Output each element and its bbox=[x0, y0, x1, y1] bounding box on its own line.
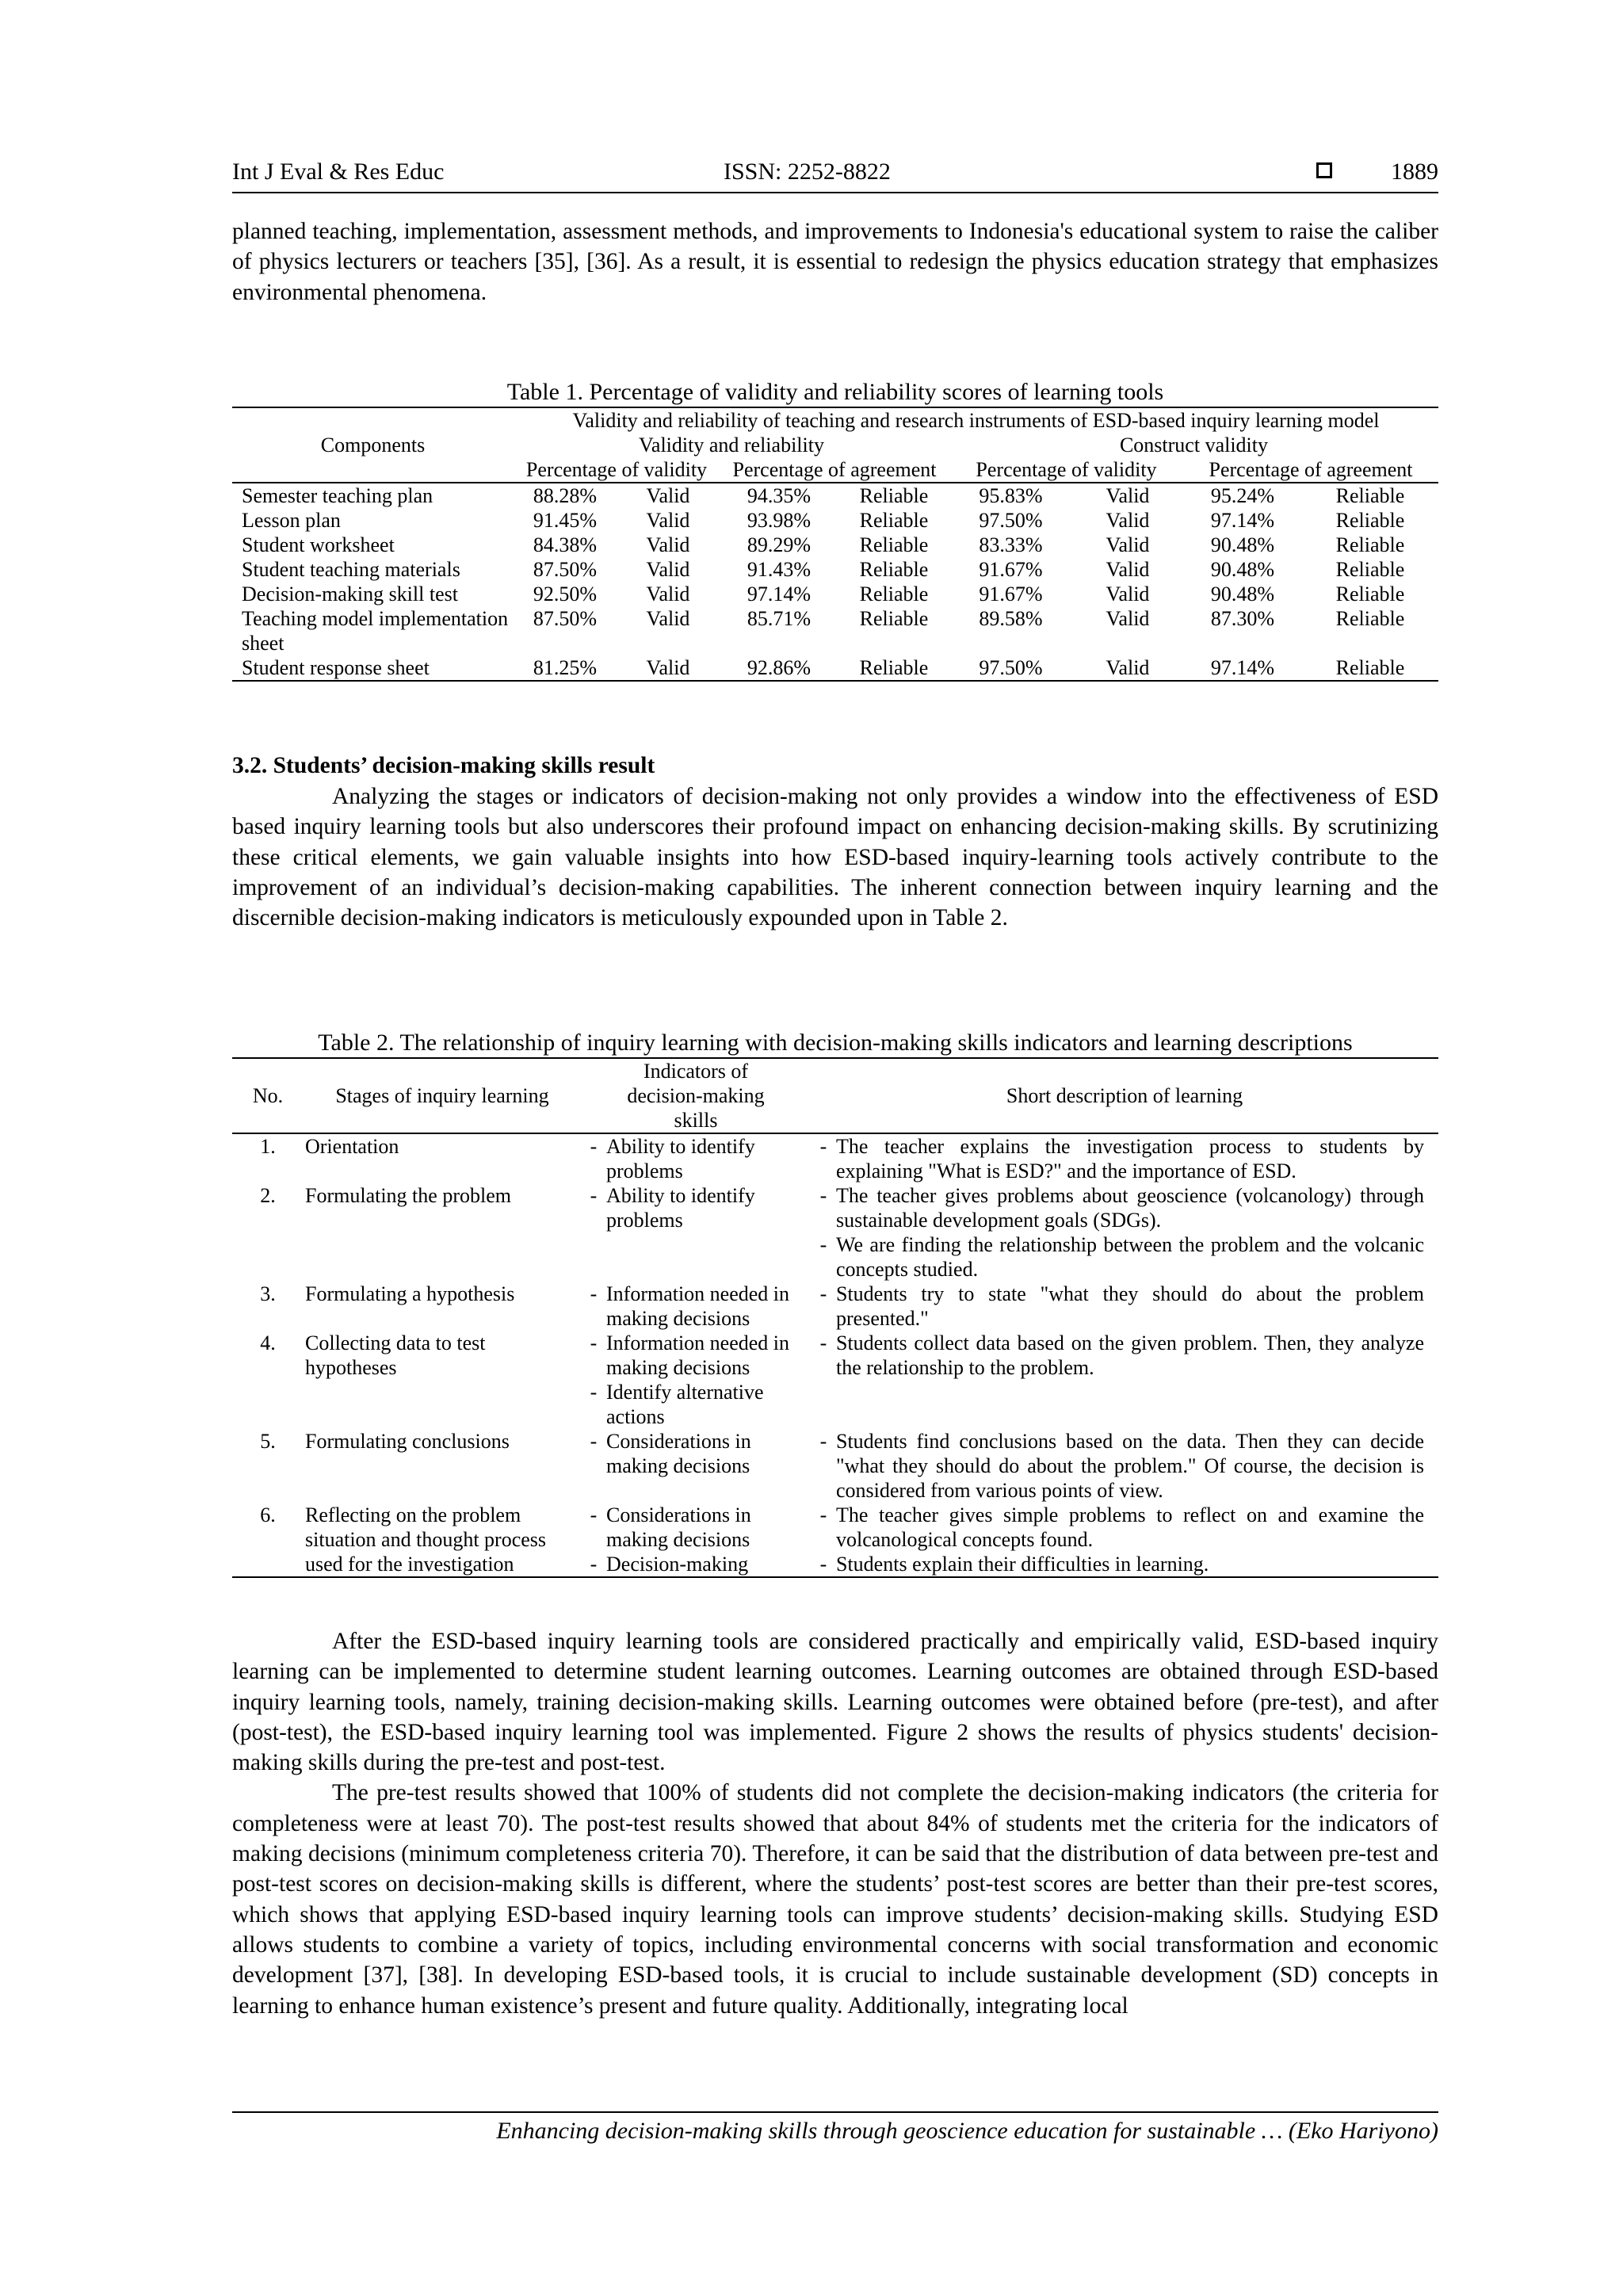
square-outline-icon bbox=[1316, 162, 1332, 178]
table1-cell-a2: 87.30% bbox=[1210, 607, 1275, 630]
table1-cell-v2: 97.50% bbox=[979, 656, 1043, 679]
table1-header-construct-validity: Construct validity bbox=[1119, 434, 1269, 457]
bullet-dash: - bbox=[819, 1503, 827, 1526]
after-table2-block bbox=[232, 1626, 1438, 2021]
bullet-dash: - bbox=[819, 1282, 827, 1305]
section-heading: 3.2. Students’ decision-making skills result bbox=[232, 753, 655, 778]
table-row bbox=[232, 508, 1438, 533]
table-row bbox=[232, 1183, 1438, 1282]
intro-block bbox=[232, 216, 1438, 308]
table1-cell-v1s: Valid bbox=[646, 533, 690, 556]
page-number: 1889 bbox=[1391, 159, 1438, 185]
table1-cell-v2s: Valid bbox=[1106, 484, 1150, 507]
bullet-dash: - bbox=[590, 1503, 598, 1526]
paragraph-final: The pre-test results showed that 100% of students did not complete the decision-making indicators (the criteria for completeness were at least 70). The post-test results showed that about 84% of students met the criteria for the indicators of making decisions (minimum completeness criteria 70). Therefore, it can be said that the distribution of data between pre-test and post-test scores on decision-making skills is different, where the students’ post-test scores are better than their pre-test scores, which shows that applying ESD-based inquiry learning tools can improve students’ decision-making skills. Studying ESD allows students to combine a variety of topics, including environmental concerns with social transformation and economic development [37], [38]. In developing ESD-based tools, it is crucial to include sustainable development (SD) concepts in learning to enhance human existence’s present and future quality. Additionally, integrating local bbox=[232, 1780, 1438, 2019]
table1-cell-component: Student teaching materials bbox=[242, 558, 460, 581]
indicator-text: Information needed in making decisions bbox=[606, 1282, 790, 1330]
table1-cell-v2s: Valid bbox=[1106, 509, 1150, 532]
bullet-dash: - bbox=[819, 1430, 827, 1453]
list-item bbox=[581, 1552, 800, 1576]
table2-header-no: No. bbox=[232, 1058, 304, 1133]
table2-cell-no: 6. bbox=[260, 1503, 276, 1526]
table-row bbox=[232, 1503, 1438, 1577]
table2-cell-descriptions bbox=[811, 1429, 1438, 1503]
table1-cell-component: Semester teaching plan bbox=[242, 484, 433, 507]
table2-cell-stage: Formulating conclusions bbox=[305, 1430, 510, 1453]
table2-cell-no: 1. bbox=[260, 1135, 276, 1158]
list-item bbox=[581, 1134, 800, 1183]
table1-cell-a1: 89.29% bbox=[747, 533, 812, 556]
bullet-dash: - bbox=[590, 1430, 598, 1453]
table1-cell-v1: 87.50% bbox=[533, 558, 598, 581]
table2-header-stage: Stages of inquiry learning bbox=[304, 1058, 581, 1133]
table1-cell-a2s: Reliable bbox=[1335, 607, 1405, 630]
issn: ISSN: 2252-8822 bbox=[724, 159, 891, 185]
table1-cell-a2: 97.14% bbox=[1210, 509, 1275, 532]
table1-cell-a1s: Reliable bbox=[859, 558, 929, 581]
bullet-dash: - bbox=[819, 1553, 827, 1576]
bullet-dash: - bbox=[819, 1135, 827, 1158]
table2-cell-stage: Formulating the problem bbox=[305, 1184, 511, 1207]
list-item bbox=[811, 1552, 1424, 1576]
table1-cell-a2: 90.48% bbox=[1210, 558, 1275, 581]
table1-cell-v2: 91.67% bbox=[979, 558, 1043, 581]
table1-cell-component: Lesson plan bbox=[242, 509, 341, 532]
journal-name: Int J Eval & Res Educ bbox=[232, 159, 445, 185]
table1-cell-component: Student worksheet bbox=[242, 533, 395, 556]
list-item bbox=[811, 1183, 1424, 1232]
table-row bbox=[232, 1133, 1438, 1183]
table-row bbox=[232, 557, 1438, 582]
bullet-dash: - bbox=[819, 1331, 827, 1354]
list-item bbox=[811, 1134, 1424, 1183]
table1-cell-v2s: Valid bbox=[1106, 607, 1150, 630]
table1-header-agreement-1: Percentage of agreement bbox=[720, 457, 949, 483]
table2-cell-descriptions bbox=[811, 1183, 1438, 1282]
list-item bbox=[811, 1232, 1424, 1282]
table1-cell-a1s: Reliable bbox=[859, 509, 929, 532]
table1-cell-a1s: Reliable bbox=[859, 607, 929, 630]
table2-cell-indicators bbox=[581, 1183, 811, 1282]
table1-cell-a1s: Reliable bbox=[859, 533, 929, 556]
table2-cell-indicators bbox=[581, 1133, 811, 1183]
table1-cell-v1s: Valid bbox=[646, 656, 690, 679]
table1-cell-a1s: Reliable bbox=[859, 656, 929, 679]
table1-cell-a1s: Reliable bbox=[859, 583, 929, 606]
bullet-dash: - bbox=[590, 1553, 598, 1576]
table2-cell-indicators bbox=[581, 1503, 811, 1577]
table1-cell-v1s: Valid bbox=[646, 607, 690, 630]
table1-cell-v2: 91.67% bbox=[979, 583, 1043, 606]
table-row bbox=[232, 483, 1438, 508]
description-text: Students collect data based on the given problem. Then, they analyze the relationship to the problem. bbox=[836, 1331, 1424, 1379]
table1-cell-v2: 95.83% bbox=[979, 484, 1043, 507]
table1-cell-a2s: Reliable bbox=[1335, 533, 1405, 556]
description-text: Students find conclusions based on the data. Then they can decide "what they should do about the problem." Of course, the decision is considered from various points of view. bbox=[836, 1430, 1424, 1502]
table1-cell-a2s: Reliable bbox=[1335, 583, 1405, 606]
table2-body bbox=[232, 1133, 1438, 1577]
list-item bbox=[581, 1380, 800, 1429]
table1-block bbox=[232, 378, 1438, 682]
table1-cell-a1: 93.98% bbox=[747, 509, 812, 532]
table2-cell-descriptions bbox=[811, 1503, 1438, 1577]
table1-header-agreement-2: Percentage of agreement bbox=[1183, 457, 1438, 483]
table1-cell-a2s: Reliable bbox=[1335, 484, 1405, 507]
list-item bbox=[581, 1282, 800, 1331]
table-row bbox=[232, 606, 1438, 655]
list-item bbox=[811, 1282, 1424, 1331]
intro-paragraph: planned teaching, implementation, assessment methods, and improvements to Indonesia's educational system to raise the caliber of physics lecturers or teachers [35], [36]. As a result, it is essential to redesign the physics education strategy that emphasizes environmental phenomena. bbox=[232, 219, 1438, 305]
list-item bbox=[811, 1331, 1424, 1380]
bullet-dash: - bbox=[590, 1282, 598, 1305]
table2-header-indicator: Indicators of decision-making skills bbox=[581, 1058, 811, 1133]
description-text: The teacher gives simple problems to reflect on and examine the volcanological concepts found. bbox=[836, 1503, 1424, 1551]
table1-cell-a2: 97.14% bbox=[1210, 656, 1275, 679]
table1 bbox=[232, 407, 1438, 682]
indicator-text: Information needed in making decisions bbox=[606, 1331, 790, 1379]
indicator-text: Considerations in making decisions bbox=[606, 1430, 751, 1477]
table1-cell-component: Student response sheet bbox=[242, 656, 430, 679]
table1-cell-component: Teaching model implementation sheet bbox=[242, 607, 509, 655]
paragraph-after-table2: After the ESD-based inquiry learning tools are considered practically and empirically valid, ESD-based inquiry learning can be implemented to determine student learning outcomes. Learning outcomes are obtained through ESD-based inquiry learning tools, namely, training decision-making skills. Learning outcomes were obtained before (pre-test), and after (post-test), the ESD-based inquiry learning tool was implemented. Figure 2 shows the results of physics students' decision-making skills during the pre-test and post-test. bbox=[232, 1629, 1438, 1776]
table2-block bbox=[232, 1029, 1438, 1578]
indicator-text: Identify alternative actions bbox=[606, 1381, 764, 1428]
table1-caption: Table 1. Percentage of validity and reliability scores of learning tools bbox=[506, 379, 1164, 405]
table2-cell-descriptions bbox=[811, 1133, 1438, 1183]
table1-header-components: Components bbox=[232, 407, 514, 483]
table2-header-description: Short description of learning bbox=[811, 1058, 1438, 1133]
table1-header-validity-reliability: Validity and reliability bbox=[639, 434, 824, 457]
table1-cell-a2: 90.48% bbox=[1210, 583, 1275, 606]
table1-cell-v1: 88.28% bbox=[533, 484, 598, 507]
table-row bbox=[232, 1282, 1438, 1331]
table1-body bbox=[232, 483, 1438, 681]
table2-cell-indicators bbox=[581, 1429, 811, 1503]
list-item bbox=[811, 1503, 1424, 1552]
table-row bbox=[232, 1429, 1438, 1503]
bullet-dash: - bbox=[819, 1184, 827, 1207]
description-text: Students try to state "what they should do about the problem presented." bbox=[836, 1282, 1424, 1330]
bullet-dash: - bbox=[590, 1184, 598, 1207]
table1-cell-a2: 90.48% bbox=[1210, 533, 1275, 556]
bullet-dash: - bbox=[819, 1233, 827, 1256]
table2-cell-stage: Collecting data to test hypotheses bbox=[305, 1331, 486, 1379]
table1-cell-v2: 97.50% bbox=[979, 509, 1043, 532]
table1-cell-a1: 85.71% bbox=[747, 607, 812, 630]
table1-cell-a2s: Reliable bbox=[1335, 558, 1405, 581]
table2-cell-no: 4. bbox=[260, 1331, 276, 1354]
table1-cell-v1s: Valid bbox=[646, 509, 690, 532]
indicator-text: Considerations in making decisions bbox=[606, 1503, 751, 1551]
description-text: The teacher gives problems about geoscience (volcanology) through sustainable development goals (SDGs). bbox=[836, 1184, 1424, 1232]
bullet-dash: - bbox=[590, 1381, 598, 1404]
table2-cell-no: 5. bbox=[260, 1430, 276, 1453]
table2-cell-descriptions bbox=[811, 1282, 1438, 1331]
table1-cell-component: Decision-making skill test bbox=[242, 583, 458, 606]
table1-cell-v1: 92.50% bbox=[533, 583, 598, 606]
table1-cell-v1s: Valid bbox=[646, 484, 690, 507]
table1-header-validity-2: Percentage of validity bbox=[949, 457, 1183, 483]
description-text: Students explain their difficulties in learning. bbox=[836, 1553, 1209, 1576]
table1-cell-v1: 87.50% bbox=[533, 607, 598, 630]
section-3-2 bbox=[232, 751, 1438, 933]
list-item bbox=[581, 1429, 800, 1478]
table1-cell-a2s: Reliable bbox=[1335, 509, 1405, 532]
table2-cell-stage: Reflecting on the problem situation and thought process used for the investigation bbox=[305, 1503, 547, 1576]
table1-cell-a1: 92.86% bbox=[747, 656, 812, 679]
table1-cell-a1: 91.43% bbox=[747, 558, 812, 581]
table2-caption: Table 2. The relationship of inquiry learning with decision-making skills indicators and learning descriptions bbox=[318, 1030, 1353, 1056]
list-item bbox=[811, 1429, 1424, 1503]
table2-cell-stage: Formulating a hypothesis bbox=[305, 1282, 515, 1305]
list-item bbox=[581, 1331, 800, 1380]
description-text: The teacher explains the investigation process to students by explaining "What is ESD?" and the importance of ESD. bbox=[836, 1135, 1424, 1182]
description-text: We are finding the relationship between the problem and the volcanic concepts studied. bbox=[836, 1233, 1424, 1281]
table2-cell-no: 3. bbox=[260, 1282, 276, 1305]
table1-cell-v2: 83.33% bbox=[979, 533, 1043, 556]
table2-cell-stage: Orientation bbox=[305, 1135, 399, 1158]
table1-cell-a1: 94.35% bbox=[747, 484, 812, 507]
table2-cell-descriptions bbox=[811, 1331, 1438, 1429]
table1-header-group: Validity and reliability of teaching and research instruments of ESD-based inquiry learning model bbox=[572, 409, 1380, 432]
table1-cell-a2s: Reliable bbox=[1335, 656, 1405, 679]
table1-cell-a1s: Reliable bbox=[859, 484, 929, 507]
table2-cell-indicators bbox=[581, 1282, 811, 1331]
table1-cell-v2s: Valid bbox=[1106, 583, 1150, 606]
indicator-text: Ability to identify problems bbox=[606, 1184, 755, 1232]
table1-cell-v2s: Valid bbox=[1106, 533, 1150, 556]
table2 bbox=[232, 1057, 1438, 1578]
list-item bbox=[581, 1503, 800, 1552]
list-item bbox=[581, 1183, 800, 1232]
indicator-text: Decision-making bbox=[606, 1553, 749, 1576]
table-row bbox=[232, 582, 1438, 606]
table1-cell-v1: 84.38% bbox=[533, 533, 598, 556]
table1-cell-v1: 91.45% bbox=[533, 509, 598, 532]
bullet-dash: - bbox=[590, 1135, 598, 1158]
table1-cell-v1: 81.25% bbox=[533, 656, 598, 679]
table1-cell-v2s: Valid bbox=[1106, 558, 1150, 581]
section-paragraph: Analyzing the stages or indicators of decision-making not only provides a window into the effectiveness of ESD based inquiry learning tools but also underscores their profound impact on enhancing decision-making skills. By scrutinizing these critical elements, we gain valuable insights into how ESD-based inquiry-learning tools actively contribute to the improvement of an individual’s decision-making capabilities. The inherent connection between inquiry learning and the discernible decision-making indicators is meticulously expounded upon in Table 2. bbox=[232, 784, 1438, 931]
bullet-dash: - bbox=[590, 1331, 598, 1354]
table-row bbox=[232, 1331, 1438, 1429]
table-row bbox=[232, 533, 1438, 557]
table1-cell-v1s: Valid bbox=[646, 558, 690, 581]
table2-cell-indicators bbox=[581, 1331, 811, 1429]
table1-cell-v1s: Valid bbox=[646, 583, 690, 606]
table1-header-validity-1: Percentage of validity bbox=[514, 457, 720, 483]
table-row bbox=[232, 655, 1438, 681]
table1-cell-a1: 97.14% bbox=[747, 583, 812, 606]
table1-cell-a2: 95.24% bbox=[1210, 484, 1275, 507]
running-header bbox=[232, 155, 1438, 193]
indicator-text: Ability to identify problems bbox=[606, 1135, 755, 1182]
table1-cell-v2: 89.58% bbox=[979, 607, 1043, 630]
table2-cell-no: 2. bbox=[260, 1184, 276, 1207]
running-footer: Enhancing decision-making skills through geoscience education for sustainable … (Eko Hariyono) bbox=[232, 2111, 1438, 2146]
table1-cell-v2s: Valid bbox=[1106, 656, 1150, 679]
